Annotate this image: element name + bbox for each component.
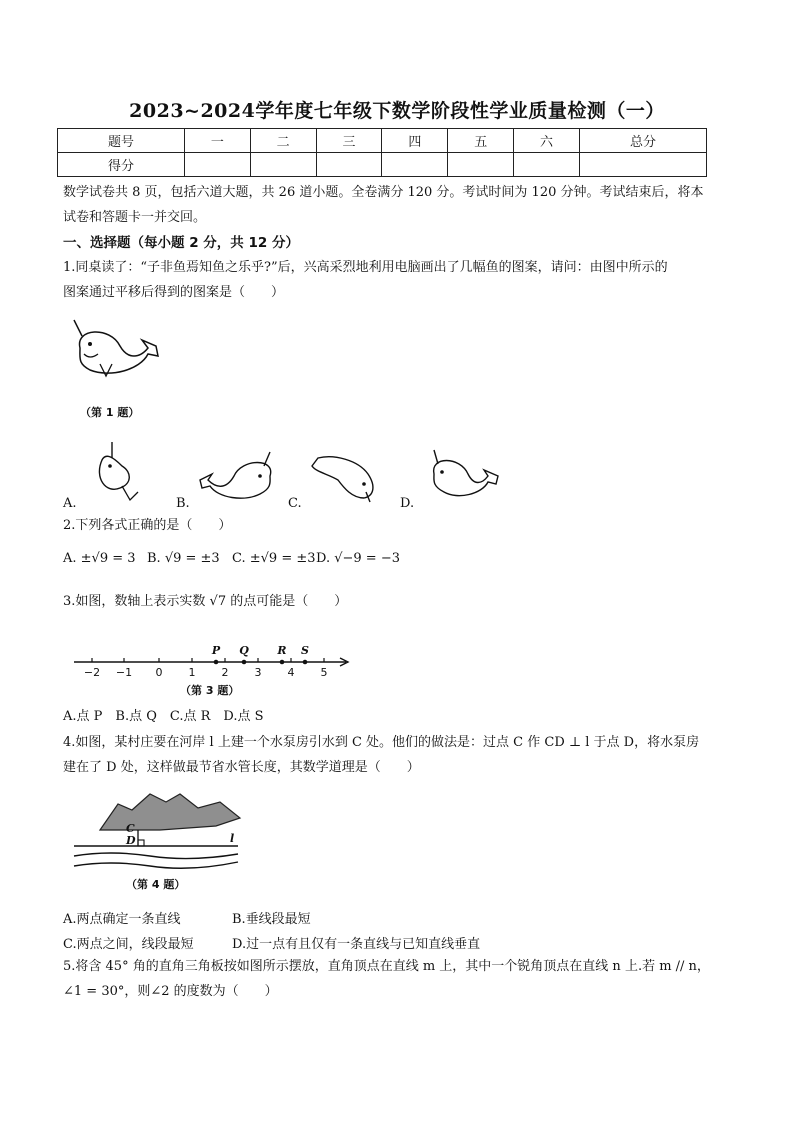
q1-option-d[interactable]: D. (400, 496, 415, 511)
page-title: 2023~2024学年度七年级下数学阶段性学业质量检测（一） (129, 100, 665, 122)
river-figure (70, 788, 250, 878)
q2-option-d[interactable]: D. √−9 = −3 (316, 551, 400, 566)
q4-option-a[interactable]: A.两点确定一条直线 (63, 912, 181, 927)
q2-option-a[interactable]: A. ±√9 = 3 (63, 551, 136, 566)
q4-option-d[interactable]: D.过一点有且仅有一条直线与已知直线垂直 (232, 937, 481, 952)
axis-tick-label: 0 (155, 666, 163, 679)
q1-caption: （第 1 题） (80, 406, 140, 419)
whale-figure-main (70, 318, 165, 383)
score-cell: 总分 (579, 129, 706, 153)
score-cell (316, 153, 382, 177)
q3-caption: （第 3 题） (180, 684, 240, 697)
score-cell: 四 (382, 129, 448, 153)
score-cell (250, 153, 316, 177)
score-cell: 五 (448, 129, 514, 153)
q2-stem: 2.下列各式正确的是（ ） (63, 518, 232, 533)
whale-option-b-icon (198, 452, 278, 502)
q4-stem-line: 4.如图，某村庄要在河岸 l 上建一个水泵房引水到 C 处。他们的做法是：过点 C 作 CD ⊥ l 于点 D，将水泵房 (63, 735, 700, 750)
q4-option-b[interactable]: B.垂线段最短 (232, 912, 311, 927)
axis-tick-label: 1 (188, 666, 196, 679)
score-table-score-row (58, 153, 707, 177)
score-table (57, 128, 707, 177)
whale-option-d-icon (428, 450, 500, 500)
axis-tick-label: −2 (83, 666, 101, 679)
score-cell (514, 153, 580, 177)
point-label-s: S (301, 644, 309, 657)
score-cell: 六 (514, 129, 580, 153)
score-cell: 三 (316, 129, 382, 153)
q3-options[interactable]: A.点 P B.点 Q C.点 R D.点 S (63, 709, 264, 724)
score-cell (579, 153, 706, 177)
score-cell (448, 153, 514, 177)
q4-caption: （第 4 题） (126, 878, 186, 891)
q5-stem-line: ∠1 = 30°，则∠2 的度数为（ ） (63, 984, 278, 999)
q4-stem-line: 建在了 D 处，这样做最节省水管长度，其数学道理是（ ） (63, 760, 420, 775)
q2-option-b[interactable]: B. √9 = ±3 (147, 551, 220, 566)
intro-line: 数学试卷共 8 页，包括六道大题，共 26 道小题。全卷满分 120 分。考试时间为 120 分钟。考试结束后，将本 (63, 185, 704, 200)
score-cell: 题号 (58, 129, 185, 153)
score-cell: 得分 (58, 153, 185, 177)
q1-option-a[interactable]: A. (63, 496, 77, 511)
axis-tick-label: 5 (320, 666, 328, 679)
q3-stem: 3.如图，数轴上表示实数 √7 的点可能是（ ） (63, 594, 348, 609)
axis-tick-label: −1 (115, 666, 133, 679)
score-table-header-row (58, 129, 707, 153)
point-label-c: C (126, 822, 135, 835)
point-label-q: Q (239, 644, 249, 657)
point-label-d: D (126, 834, 136, 847)
q5-stem-line: 5.将含 45° 角的直角三角板按如图所示摆放，直角顶点在直线 m 上，其中一个锐角顶点在直线 n 上.若 m // n， (63, 959, 710, 974)
q1-stem-line: 图案通过平移后得到的图案是（ ） (63, 285, 285, 300)
score-cell: 二 (250, 129, 316, 153)
point-label-p: P (211, 644, 221, 657)
axis-tick-label: 4 (287, 666, 295, 679)
score-cell (184, 153, 250, 177)
line-label-l: l (230, 832, 235, 845)
intro-line: 试卷和答题卡一并交回。 (63, 210, 207, 225)
q1-option-b[interactable]: B. (176, 496, 190, 511)
q1-option-c[interactable]: C. (288, 496, 302, 511)
whale-option-a-icon (92, 438, 147, 503)
score-cell: 一 (184, 129, 250, 153)
point-label-r: R (277, 644, 287, 657)
whale-option-c-icon (308, 452, 388, 502)
axis-tick-label: 2 (221, 666, 229, 679)
axis-tick-label: 3 (254, 666, 262, 679)
score-cell (382, 153, 448, 177)
section-heading: 一、选择题（每小题 2 分，共 12 分） (63, 235, 299, 251)
q4-option-c[interactable]: C.两点之间，线段最短 (63, 937, 194, 952)
q1-stem-line: 1.同桌读了：“子非鱼焉知鱼之乐乎?”后，兴高采烈地利用电脑画出了几幅鱼的图案，请问：由图中所示的 (63, 260, 668, 275)
q2-option-c[interactable]: C. ±√9 = ±3 (232, 551, 316, 566)
